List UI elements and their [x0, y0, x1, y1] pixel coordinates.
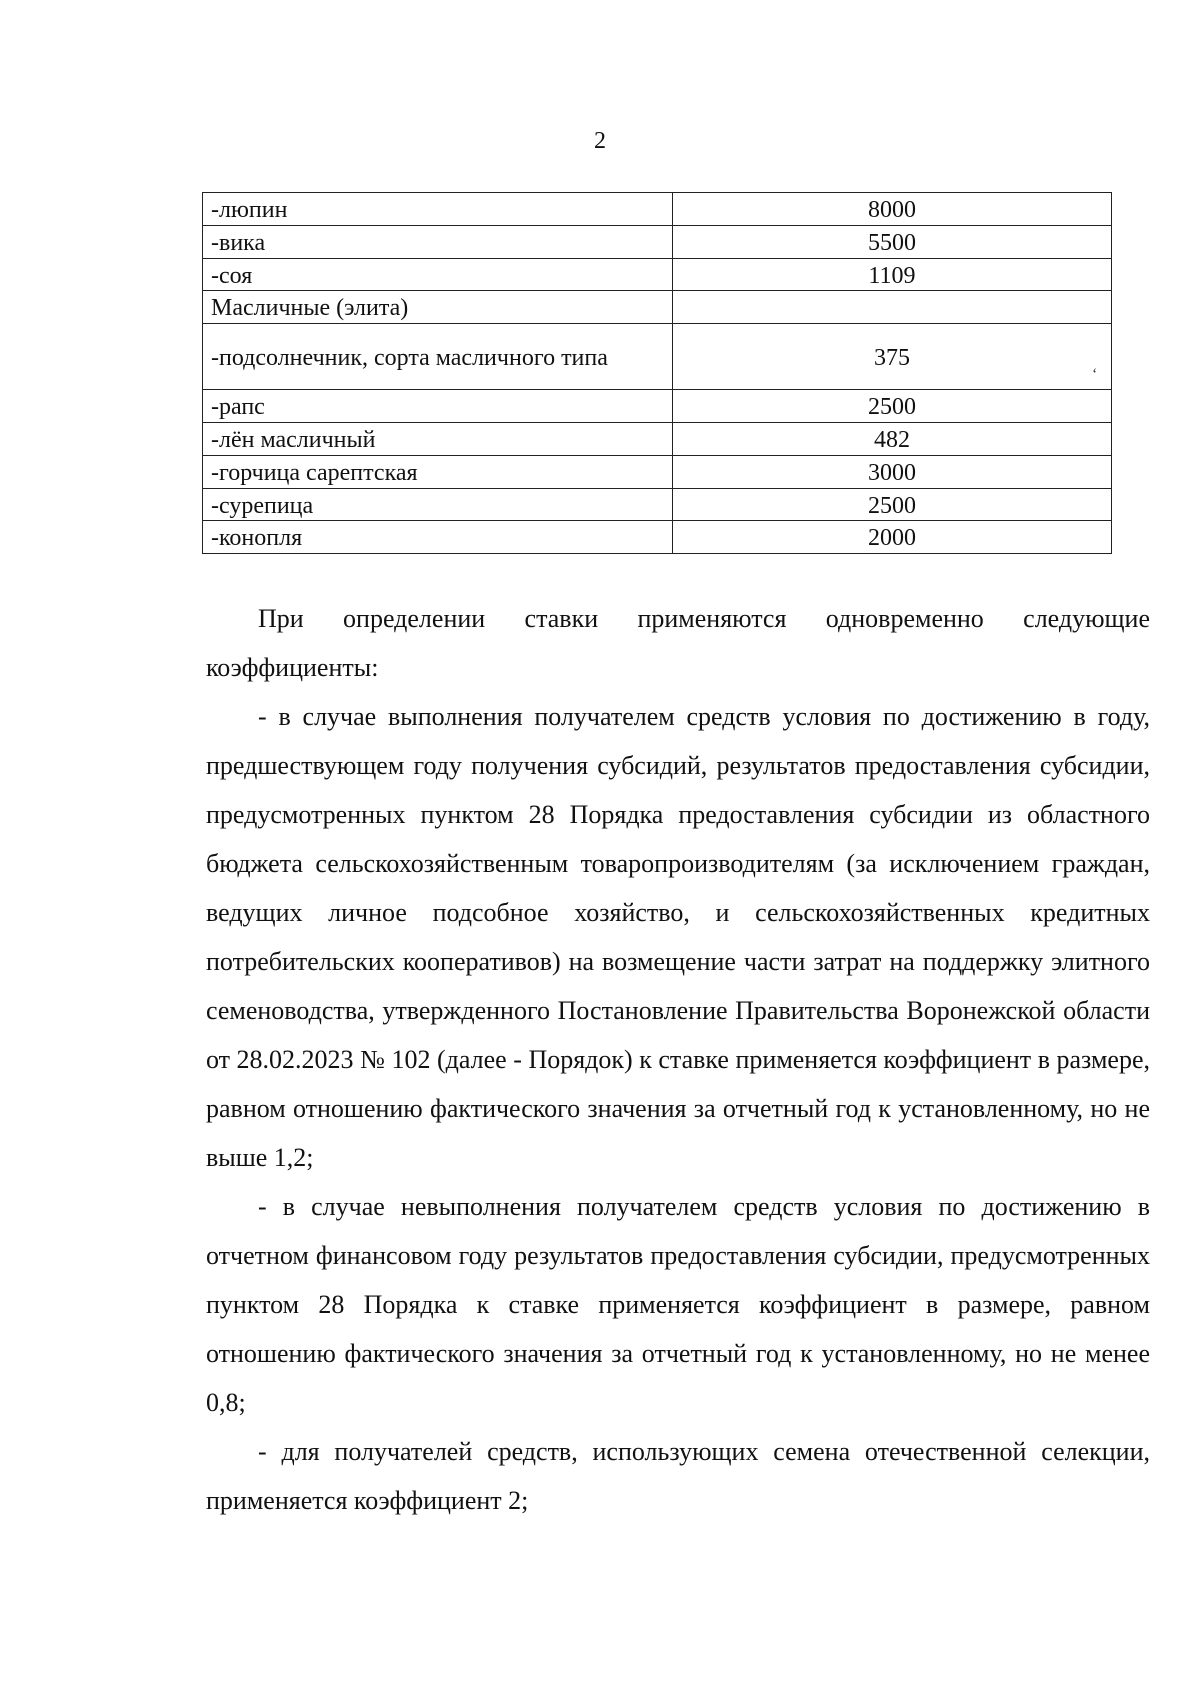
rates-table	[202, 192, 1112, 554]
rate-value: 2500	[672, 390, 1111, 423]
crop-group-heading: Масличные (элита)	[203, 291, 673, 324]
crop-name: -вика	[203, 225, 673, 258]
crop-name: -соя	[203, 258, 673, 291]
crop-name: -сурепица	[203, 488, 673, 521]
rate-value: 2500	[672, 488, 1111, 521]
crop-name: -рапс	[203, 390, 673, 423]
rate-value	[672, 291, 1111, 324]
table-row	[203, 258, 1112, 291]
paragraph-coefficient-max: - в случае выполнения получателем средств условия по достижению в году, предшествующем году получения субсидий, результатов предоставления субсидии, предусмотренных пунктом 28 Порядка предоставления субсидии из областного бюджета сельскохозяйственным товаропроизводителям (за исключением граждан, ведущих личное подсобное хозяйство, и сельскохозяйственных кредитных потребительских кооперативов) на возмещение части затрат на поддержку элитного семеноводства, утвержденного Постановление Правительства Воронежской области от 28.02.2023 № 102 (далее - Порядок) к ставке применяется коэффициент в размере, равном отношению фактического значения за отчетный год к установленному, но не выше 1,2;	[206, 702, 1150, 1172]
crop-name: -люпин	[203, 193, 673, 226]
crop-name: -конопля	[203, 521, 673, 554]
scan-mark: ʻ	[1092, 366, 1098, 383]
rate-value: 482	[672, 422, 1111, 455]
crop-name: -лён масличный	[203, 422, 673, 455]
body-text	[206, 594, 1150, 1525]
table-row	[203, 225, 1112, 258]
table-row	[203, 455, 1112, 488]
rate-value: 1109	[672, 258, 1111, 291]
table-row	[203, 488, 1112, 521]
table-row	[203, 193, 1112, 226]
rate-value: 3000	[672, 455, 1111, 488]
table-row	[203, 422, 1112, 455]
rate-value: 2000	[672, 521, 1111, 554]
crop-name: -подсолнечник, сорта масличного типа	[203, 324, 673, 390]
rate-value: 8000	[672, 193, 1111, 226]
table-row	[203, 390, 1112, 423]
table-row	[203, 521, 1112, 554]
table-row	[203, 324, 1112, 390]
table-row	[203, 291, 1112, 324]
rate-value: 5500	[672, 225, 1111, 258]
page-number: 2	[594, 128, 606, 154]
paragraph-coefficient-domestic: - для получателей средств, использующих семена отечественной селекции, применяется коэффициент 2;	[206, 1437, 1150, 1515]
paragraph-coefficient-min: - в случае невыполнения получателем средств условия по достижению в отчетном финансовом году результатов предоставления субсидии, предусмотренных пунктом 28 Порядка к ставке применяется коэффициент в размере, равном отношению фактического значения за отчетный год к установленному, но не менее 0,8;	[206, 1192, 1150, 1417]
crop-name: -горчица сарептская	[203, 455, 673, 488]
paragraph-intro: При определении ставки применяются одновременно следующие коэффициенты:	[206, 604, 1150, 682]
rate-value: 375	[672, 324, 1111, 390]
